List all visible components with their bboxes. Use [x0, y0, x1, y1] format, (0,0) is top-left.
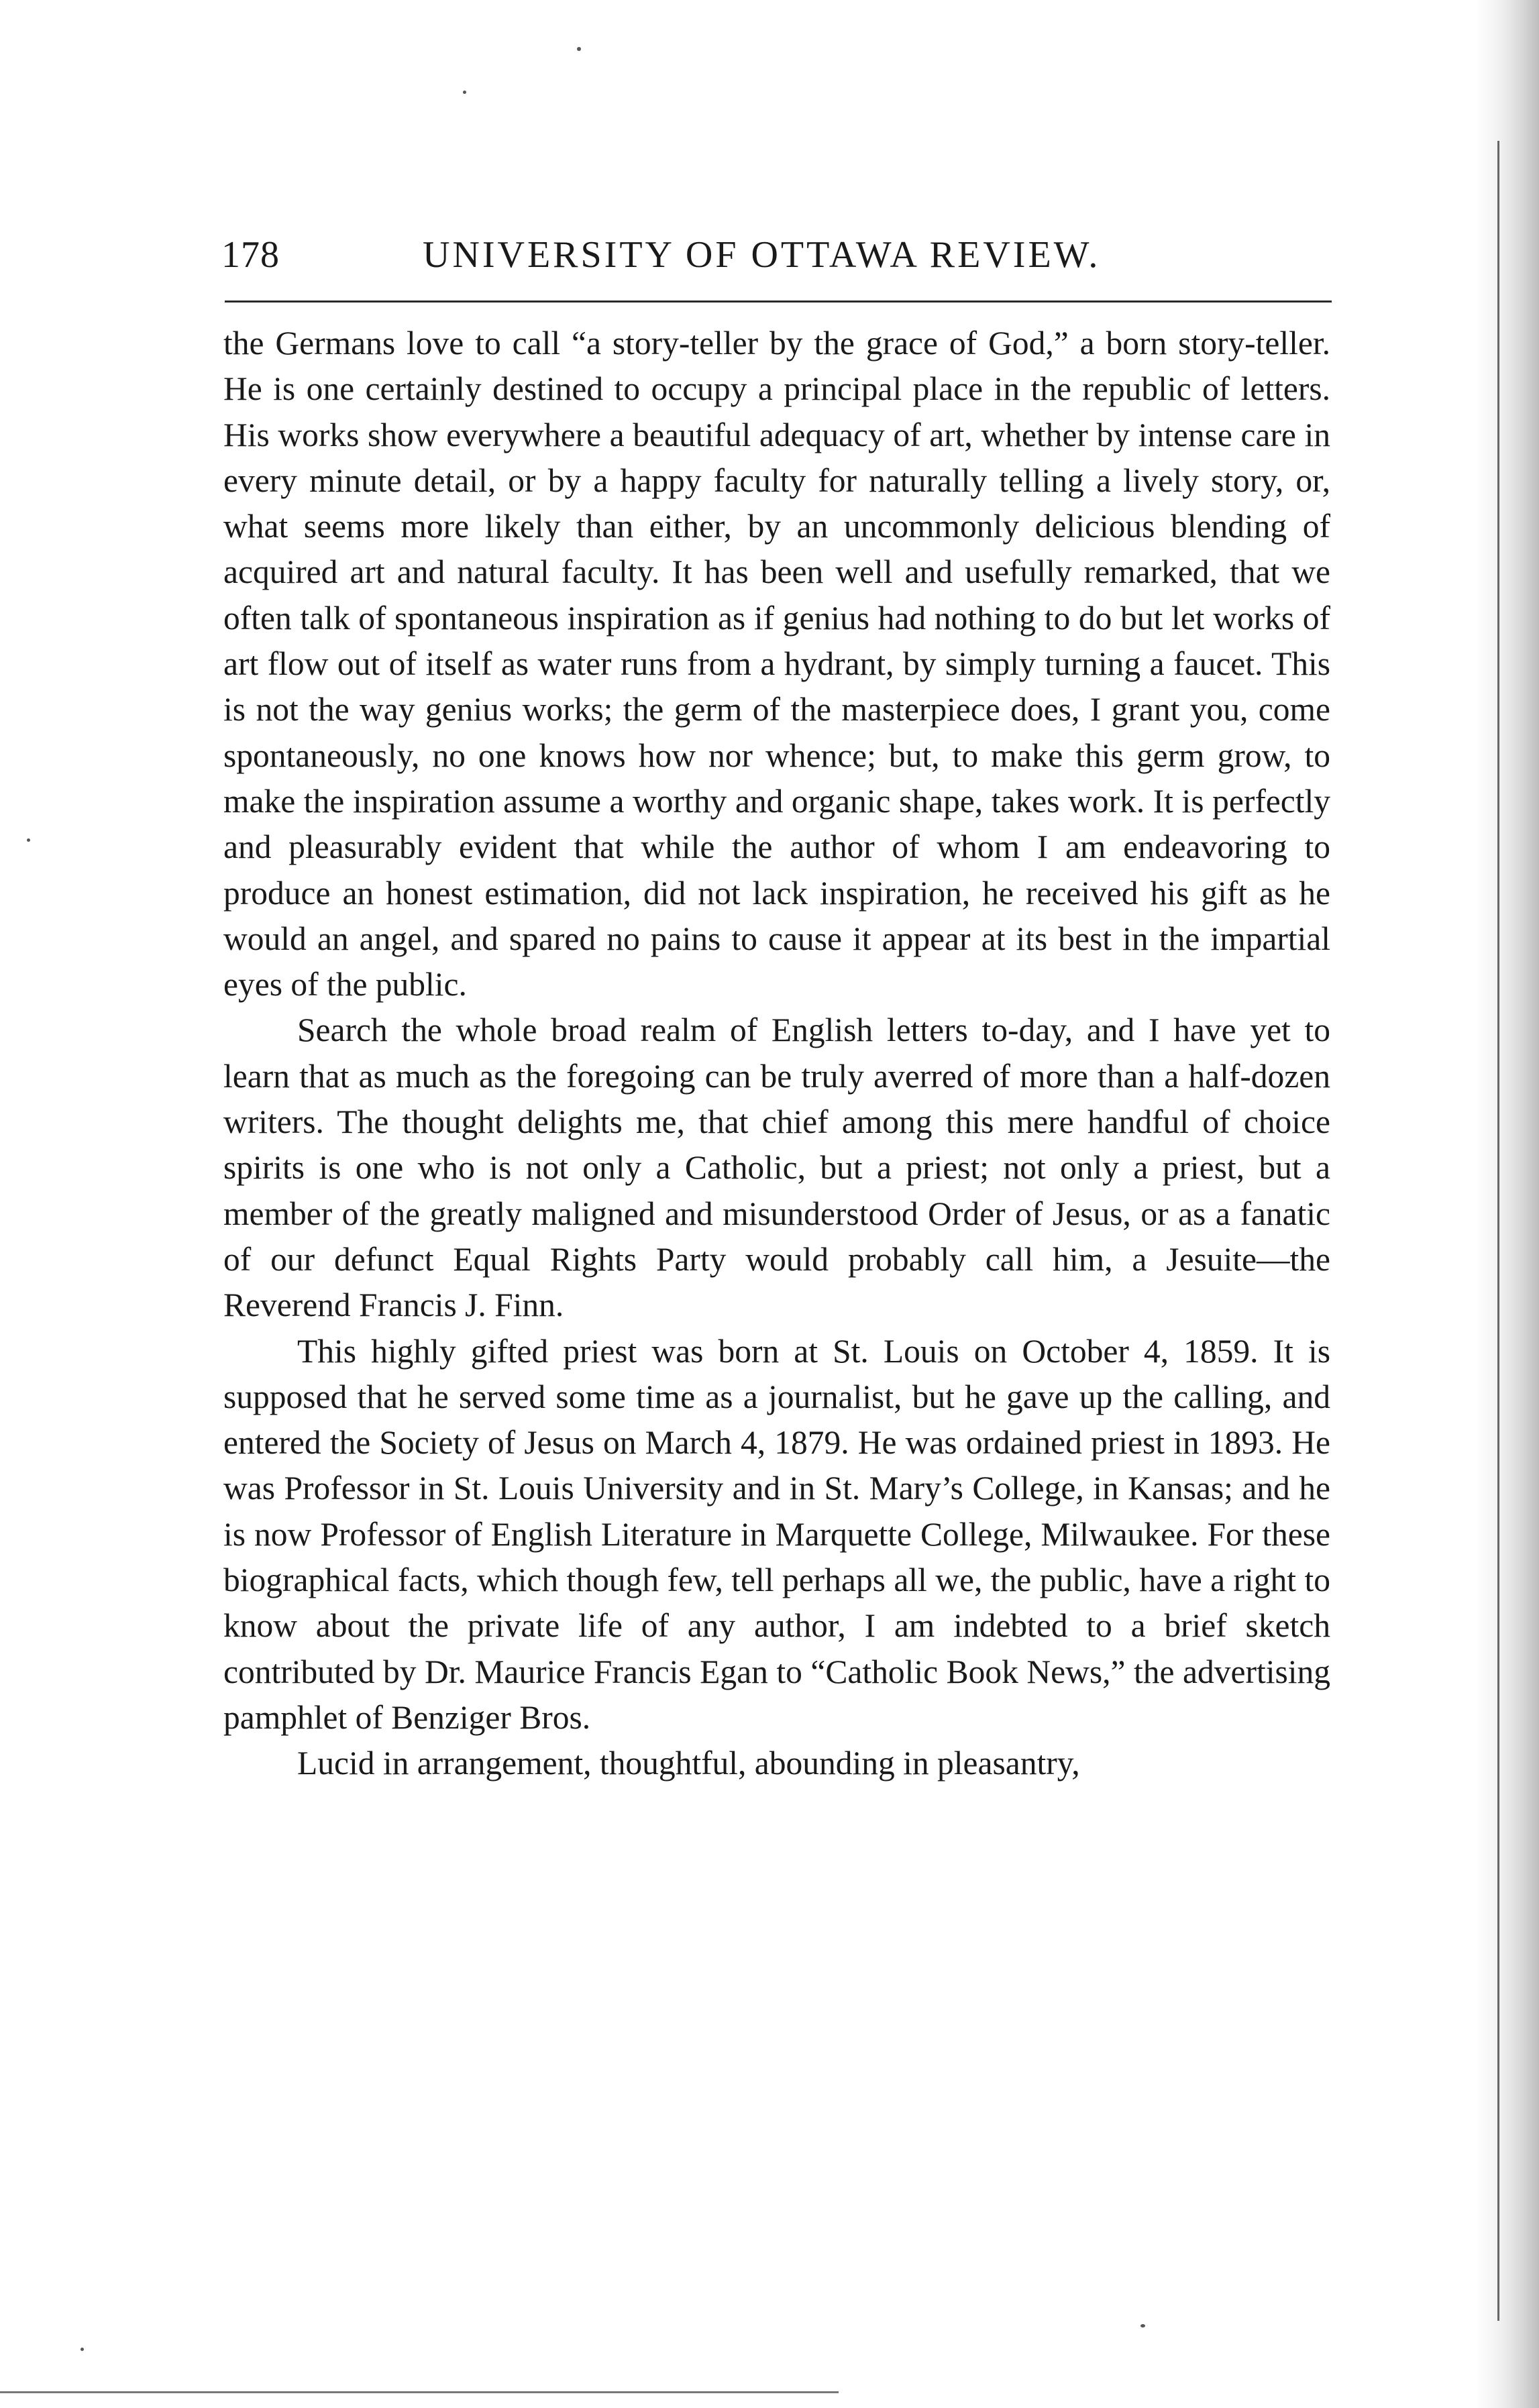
- scan-speck: [27, 838, 30, 842]
- page-header: [221, 225, 1335, 285]
- paragraph: the Germans love to call “a story-teller by the grace of God,” a born story-teller. He is one certainly destined to occupy a principal place in the republic of letters. His works show everywhere a beautiful adequacy of art, whether by intense care in every minute detail, or by a happy faculty for naturally telling a lively story, or, what seems more likely than either, by an uncommonly delicious blending of acquired art and natural faculty. It has been well and usefully remarked, that we often talk of spontaneous inspiration as if genius had nothing to do but let works of art flow out of itself as water runs from a hydrant, by simply turning a faucet. This is not the way genius works; the germ of the masterpiece does, I grant you, come spontaneously, no one knows how nor whence; but, to make this germ grow, to make the inspiration assume a worthy and organic shape, takes work. It is perfectly and pleasurably evident that while the author of whom I am endeavoring to produce an honest estimation, did not lack inspiration, he received his gift as he would an angel, and spared no pains to cause it appear at its best in the impartial eyes of the public.: [223, 325, 1330, 1003]
- page-bottom-edge: [0, 2391, 839, 2393]
- paragraph: This highly gifted priest was born at St. Louis on October 4, 1859. It is supposed that he served some time as a journalist, but he gave up the calling, and entered the Society of Jesus on March 4, 1879. He was ordained priest in 1893. He was Professor in St. Louis University and in St. Mary’s College, in Kansas; and he is now Professor of English Literature in Marquette College, Milwaukee. For these biographical facts, which though few, tell perhaps all we, the public, have a right to know about the private life of any author, I am indebted to a brief sketch contributed by Dr. Maurice Francis Egan to “Catholic Book News,” the advertising pamphlet of Benziger Bros.: [223, 1332, 1330, 1736]
- scan-speck: [81, 2348, 84, 2351]
- page-number: 178: [221, 234, 280, 276]
- running-title: UNIVERSITY OF OTTAWA REVIEW.: [423, 234, 1101, 276]
- header-rule: [225, 300, 1332, 303]
- scan-speck: [577, 47, 581, 51]
- scan-speck: [463, 91, 466, 94]
- body-text: [223, 321, 1330, 1787]
- page-edge-line: [1497, 141, 1499, 2321]
- paragraph: Search the whole broad realm of English letters to-day, and I have yet to learn that as much as the foregoing can be truly averred of more than a half-dozen writers. The thought delights me, that chief among this mere handful of choice spirits is one who is not only a Catholic, but a priest; not only a priest, but a member of the greatly maligned and misunderstood Order of Jesus, or as a fanatic of our defunct Equal Rights Party would probably call him, a Jesuite—the Reverend Francis J. Finn.: [223, 1011, 1330, 1324]
- page-edge-shadow: [1476, 0, 1539, 2408]
- paragraph: Lucid in arrangement, thoughtful, abounding in pleasantry,: [297, 1745, 1080, 1782]
- scan-speck: [1140, 2324, 1145, 2328]
